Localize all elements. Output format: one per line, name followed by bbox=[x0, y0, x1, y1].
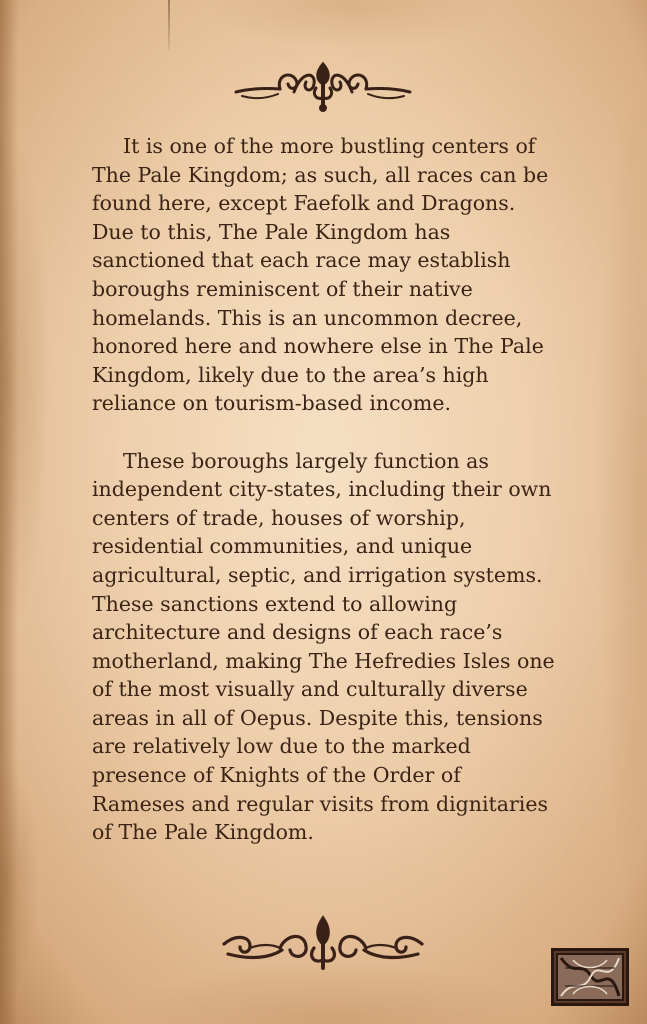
paper-scratch bbox=[168, 0, 170, 50]
paper-stain bbox=[200, 0, 500, 50]
burnt-edge bbox=[0, 0, 18, 1024]
bottom-flourish-divider-icon bbox=[220, 914, 426, 974]
paragraph: These boroughs largely function as independent city-states, including their own centers of trade, houses of worship, residential communities, and unique agricultural, septic, and irrigation systems. These sanctions extend to allowing architecture and designs of each race’s motherland, making The Hefredies Isles one of the most visually and culturally diverse areas in all of Oepus. Despite this, tensions are relatively low due to the marked presence of Knights of the Order of Rameses and regular visits from dignitaries of The Pale Kingdom. bbox=[92, 448, 555, 845]
paragraph: It is one of the more bustling centers of The Pale Kingdom; as such, all races can be found here, except Faefolk and Dragons. Due to this, The Pale Kingdom has sanctioned that each race may establish boroughs reminiscent of their native homelands. This is an uncommon decree, honored here and nowhere else in The Pale Kingdom, likely due to the area’s high reliance on tourism-based income. bbox=[92, 134, 549, 416]
celtic-knot-emblem-icon bbox=[551, 948, 629, 1006]
body-text bbox=[92, 132, 560, 875]
top-flourish-divider-icon bbox=[232, 58, 414, 112]
paper-stain bbox=[597, 60, 647, 940]
